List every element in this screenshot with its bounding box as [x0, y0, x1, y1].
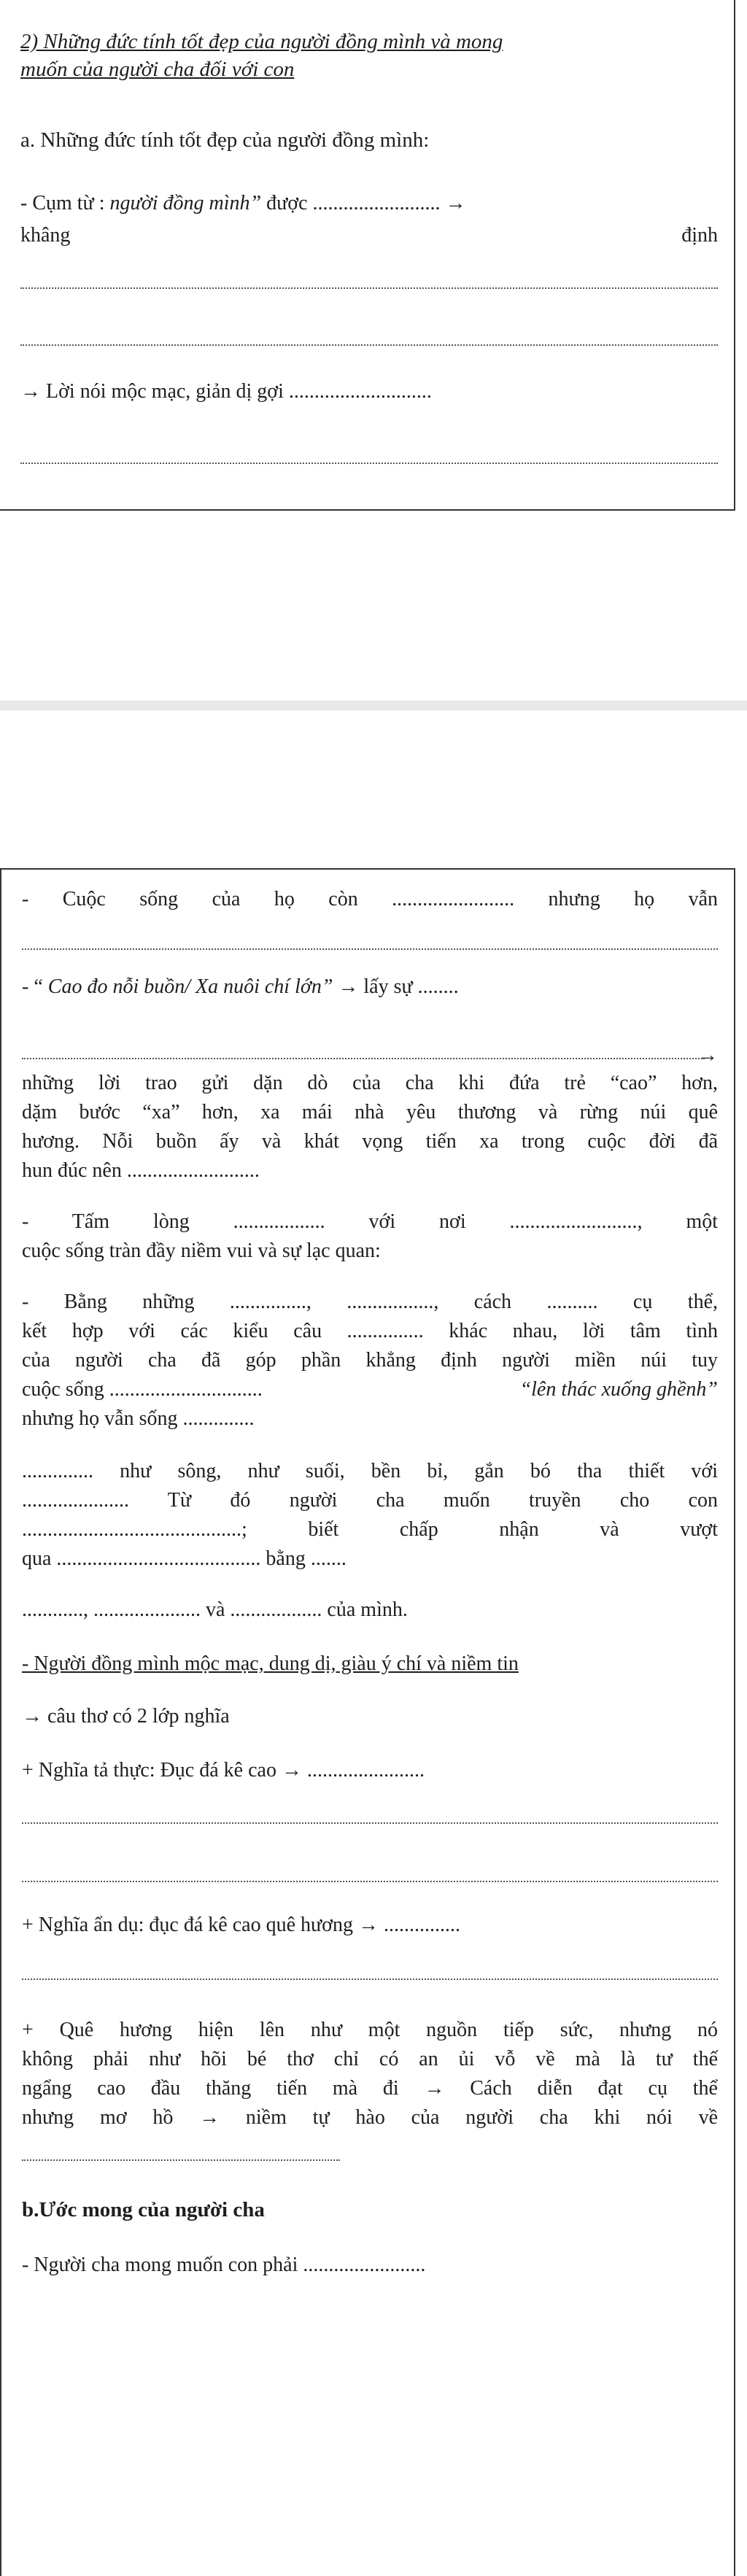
quote-prefix: - “ — [22, 975, 48, 998]
quote-tail: → lấy sự ........ — [333, 975, 459, 998]
heart-line: cuộc sống tràn đầy niềm vui và sự lạc quan: — [22, 1239, 381, 1262]
phrase-line — [20, 191, 718, 216]
means-text: cuộc sống .............................. — [22, 1378, 263, 1401]
means-line: của người cha đã góp phần khẳng định người miền núi tuy — [22, 1349, 718, 1372]
page-gap — [0, 511, 747, 868]
speech-line: → Lời nói mộc mạc, giản dị gợi ............................ — [20, 380, 432, 403]
blank-line — [22, 1979, 718, 1980]
page-separator — [0, 700, 747, 711]
blank-line — [22, 1058, 705, 1059]
heart-line: - Tấm lòng .................. với nơi ........................., một — [22, 1210, 718, 1233]
river-line: ...........................................; biết chấp nhận và vượt — [22, 1518, 718, 1541]
phrase-tail: được ......................... → — [261, 192, 466, 214]
blank-line — [22, 1881, 718, 1882]
paragraph-line: hương. Nỗi buồn ấy và khát vọng tiến xa trong cuộc đời đã — [22, 1130, 718, 1153]
worksheet-page-1 — [0, 0, 735, 511]
metaphor-line: + Nghĩa ẩn dụ: đục đá kê cao quê hương → ............... — [22, 1914, 460, 1936]
homeland-line: ngẩng cao đầu thăng tiến mà đi → Cách diễn đạt cụ thể — [22, 2077, 718, 2100]
life-line: - Cuộc sống của họ còn ........................ nhưng họ vẫn — [22, 888, 718, 910]
means-line — [22, 1377, 718, 1402]
quote-line — [22, 975, 718, 999]
river-line: qua ........................................ bằng ....... — [22, 1547, 347, 1570]
poem-quote: Cao đo nỗi buồn/ Xa nuôi chí lớn” — [47, 975, 333, 998]
blank-line — [22, 1822, 718, 1824]
affirm-line — [20, 223, 718, 248]
wish-line: - Người cha mong muốn con phải ........................ — [22, 2254, 426, 2276]
phrase-label: - Cụm từ : — [20, 192, 110, 214]
blank-line — [20, 344, 718, 346]
summary-line: - Người đồng mình mộc mạc, dung dị, giàu ý chí và niềm tin — [22, 1652, 519, 1675]
blank-line — [22, 948, 718, 950]
paragraph-line: những lời trao gửi dặn dò của cha khi đứa trẻ “cao” hơn, — [22, 1072, 718, 1094]
subheading-a: a. Những đức tính tốt đẹp của người đồng mình: — [20, 128, 430, 152]
blank-line — [20, 463, 718, 464]
means-line: nhưng họ vẫn sống .............. — [22, 1407, 255, 1430]
means-line: - Bằng những ..............., ................., cách .......... cụ thể, — [22, 1291, 718, 1313]
means-quote: “lên thác xuống ghềnh” — [519, 1378, 718, 1401]
homeland-line: + Quê hương hiện lên như một nguồn tiếp sức, nhưng nó — [22, 2019, 718, 2041]
affirm-left: khâng — [20, 224, 71, 247]
section-title-line-2: muốn của người cha đối với con — [20, 58, 295, 81]
two-layer-line: → câu thơ có 2 lớp nghĩa — [22, 1705, 230, 1728]
section-title-line-1: 2) Những đức tính tốt đẹp của người đồng mình và mong — [20, 30, 503, 53]
literal-meaning-line: + Nghĩa tả thực: Đục đá kê cao → ....................... — [22, 1759, 425, 1782]
affirm-right: định — [681, 224, 718, 247]
blank-line — [22, 2159, 340, 2161]
paragraph-line: dặm bước “xa” hơn, xa mái nhà yêu thương và rừng núi quê — [22, 1101, 718, 1123]
means-line: kết hợp với các kiểu câu ............... khác nhau, lời tâm tình — [22, 1320, 718, 1342]
river-line: .............. như sông, như suối, bền bỉ, gắn bó tha thiết với — [22, 1460, 718, 1482]
subheading-b: b.Ước mong của người cha — [22, 2198, 265, 2221]
homeland-line: không phải như hõi bé thơ chỉ có an ủi vỗ về mà là tư thế — [22, 2048, 718, 2070]
phrase-quote: người đồng mình” — [109, 192, 262, 214]
blank-line — [20, 287, 718, 289]
homeland-line: nhưng mơ hồ → niềm tự hào của người cha khi nói về — [22, 2106, 718, 2129]
river-line: ............, ..................... và .................. của mình. — [22, 1598, 408, 1621]
worksheet-page-2 — [0, 868, 735, 2576]
river-line: ..................... Từ đó người cha muốn truyền cho con — [22, 1489, 718, 1512]
arrow-mark: → — [697, 1044, 718, 1067]
paragraph-line: hun đúc nên .......................... — [22, 1159, 260, 1182]
